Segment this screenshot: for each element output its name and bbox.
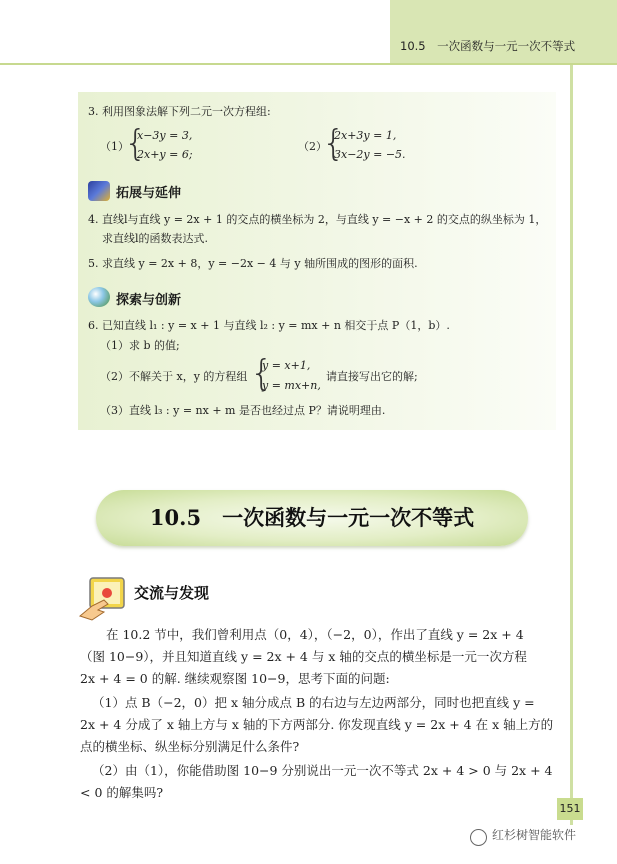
discussion-line: （1）点 B（−2，0）把 x 轴分成点 B 的右边与左边两部分，同时也把直线 y = — [92, 695, 535, 710]
extension-title: 拓展与延伸 — [116, 186, 182, 201]
left-brace-icon: { — [250, 353, 273, 394]
q3-part1-eq1: x−3y = 3, — [137, 129, 193, 142]
q4-line1: 4. 直线l与直线 y = 2x + 1 的交点的横坐标为 2，与直线 y = −x + 2 的交点的纵坐标为 1， — [88, 213, 547, 226]
q3-part2-eq2: 3x−2y = −5. — [334, 148, 406, 161]
header-tab — [390, 0, 617, 65]
discussion-line: 点的横坐标、纵坐标分别满足什么条件? — [80, 739, 300, 754]
discussion-line: （图 10−9），并且知道直线 y = 2x + 4 与 x 轴的交点的横坐标是一元一次方程 — [80, 649, 527, 664]
q6-part2-prefix: （2）不解关于 x，y 的方程组 — [100, 370, 248, 383]
q6-part3: （3）直线 l₃ : y = nx + m 是否也经过点 P？请说明理由. — [100, 404, 386, 417]
running-header-title: 10.5 一次函数与一元一次不等式 — [400, 39, 576, 53]
discussion-title: 交流与发现 — [134, 584, 210, 602]
q3-part2-eq1: 2x+3y = 1, — [334, 129, 397, 142]
q3-part1-eq2: 2x+y = 6; — [137, 148, 193, 161]
q3-part1-label: （1） — [100, 140, 129, 153]
q6-part2-suffix: 请直接写出它的解; — [326, 370, 418, 383]
q3-part2-label: （2） — [298, 140, 327, 153]
section-title: 10.5 一次函数与一元一次不等式 — [149, 505, 475, 530]
q6-stem: 6. 已知直线 l₁ : y = x + 1 与直线 l₂ : y = mx + n 相交于点 P（1，b）. — [88, 319, 450, 332]
extension-icon — [88, 181, 110, 201]
q5: 5. 求直线 y = 2x + 8，y = −2x − 4 与 y 轴所围成的图形的面积. — [88, 257, 418, 270]
q4-line2: 求直线l的函数表达式. — [102, 232, 209, 245]
wechat-icon — [470, 829, 487, 846]
left-brace-icon: { — [124, 123, 147, 164]
explore-title: 探索与创新 — [116, 293, 182, 308]
q6-part2-eq1: y = x+1, — [262, 359, 311, 372]
discussion-line: 在 10.2 节中，我们曾利用点（0，4），（−2，0），作出了直线 y = 2x + 4 — [106, 627, 524, 642]
watermark-text: 红杉树智能软件 — [492, 828, 577, 842]
q3-stem: 3. 利用图象法解下列二元一次方程组: — [88, 105, 271, 118]
margin-bar — [570, 65, 573, 825]
header-rule — [0, 63, 617, 65]
page-number: 151 — [557, 798, 583, 820]
discussion-line: 2x + 4 = 0 的解. 继续观察图 10−9，思考下面的问题: — [80, 671, 390, 686]
left-brace-icon: { — [322, 123, 345, 164]
discussion-pointing-hand-icon — [78, 576, 130, 622]
q6-part2-eq2: y = mx+n, — [262, 379, 321, 392]
discussion-line: （2）由（1），你能借助图 10−9 分别说出一元一次不等式 2x + 4 > 0 与 2x + 4 — [92, 763, 553, 778]
discussion-line: 2x + 4 分成了 x 轴上方与 x 轴的下方两部分. 你发现直线 y = 2x + 4 在 x 轴上方的 — [80, 717, 554, 732]
discussion-line: < 0 的解集吗? — [80, 785, 164, 800]
q6-part1: （1）求 b 的值; — [100, 339, 180, 352]
explore-globe-icon — [88, 287, 110, 307]
